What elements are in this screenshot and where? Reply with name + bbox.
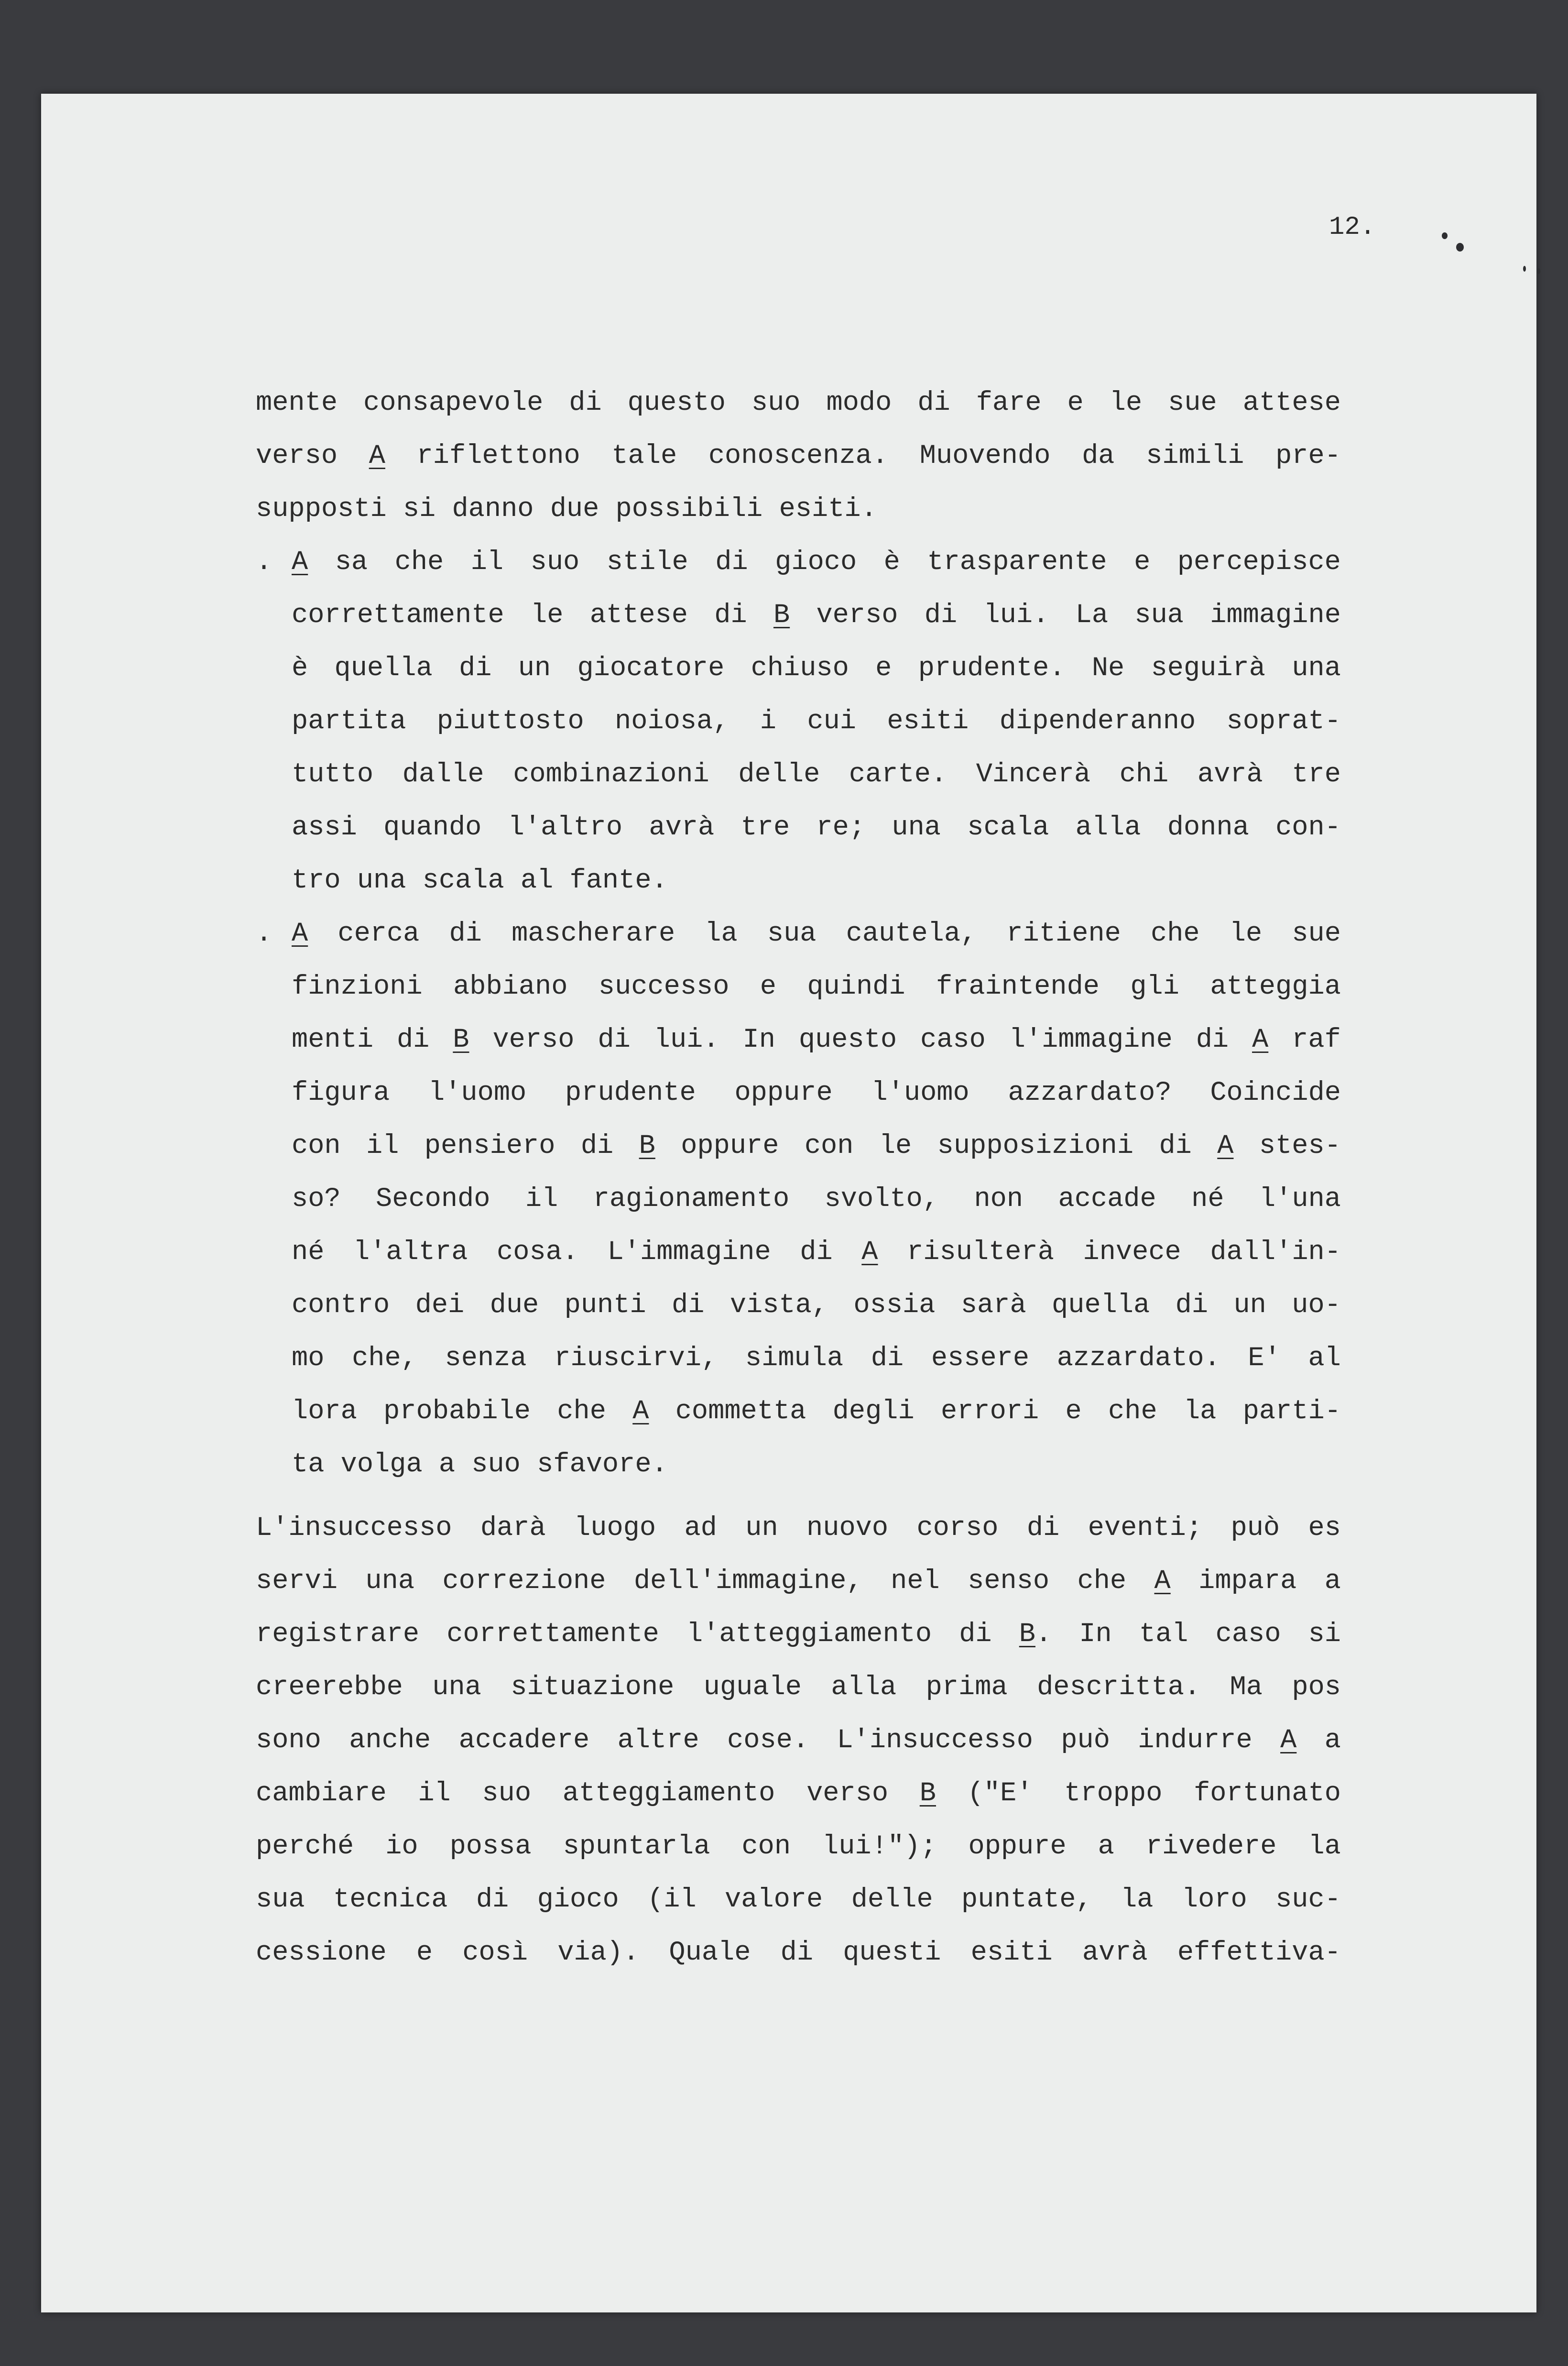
text-line: mente consapevole di questo suo modo di fare e le sue attese [256,388,1341,418]
text-line: so? Secondo il ragionamento svolto, non accade né l'una [292,1184,1341,1215]
bullet-item-1 [256,541,1341,912]
text-line: registrare correttamente l'atteggiamento di B. In tal caso si [256,1619,1341,1650]
text-line: tutto dalle combinazioni delle carte. Vincerà chi avrà tre [292,759,1341,790]
body-text [256,382,1341,1984]
text-line: correttamente le attese di B verso di lui. La sua immagine [292,600,1341,631]
paragraph-gap [256,1496,1341,1507]
bullet-dot: . [256,547,272,578]
text-line: tro una scala al fante. [292,865,668,896]
text-line: è quella di un giocatore chiuso e prudente. Ne seguirà una [292,653,1341,684]
text-line: partita piuttosto noiosa, i cui esiti dipenderanno soprat- [292,706,1341,737]
punch-hole [1456,243,1464,252]
punch-hole [1523,266,1526,272]
text-line: creerebbe una situazione uguale alla prima descritta. Ma pos [256,1672,1341,1703]
bullet-dot: . [256,919,272,949]
text-line: cambiare il suo atteggiamento verso B ("E' troppo fortunato [256,1778,1341,1809]
text-line: perché io possa spuntarla con lui!"); oppure a rivedere la [256,1831,1341,1862]
text-line: servi una correzione dell'immagine, nel senso che A impara a [256,1566,1341,1597]
paragraph-outcome [256,1507,1341,1984]
text-line: assi quando l'altro avrà tre re; una scala alla donna con- [292,812,1341,843]
text-line: sono anche accadere altre cose. L'insuccesso può indurre A a [256,1725,1341,1756]
text-line: figura l'uomo prudente oppure l'uomo azzardato? Coincide [292,1078,1341,1108]
text-line: con il pensiero di B oppure con le supposizioni di A stes- [292,1131,1341,1161]
text-line: finzioni abbiano successo e quindi fraintende gli atteggia [292,972,1341,1002]
text-line: menti di B verso di lui. In questo caso l'immagine di A raf [292,1025,1341,1055]
text-line: ta volga a suo sfavore. [292,1449,668,1480]
paragraph-intro [256,382,1341,541]
text-line: verso A riflettono tale conoscenza. Muovendo da simili pre- [256,441,1341,471]
text-line: L'insuccesso darà luogo ad un nuovo corso di eventi; può es [256,1513,1341,1544]
text-line: cessione e così via). Quale di questi esiti avrà effettiva- [256,1938,1341,1968]
page-number: 12. [1329,213,1376,242]
text-line: lora probabile che A commetta degli errori e che la parti- [292,1396,1341,1427]
punch-hole [1537,268,1540,274]
text-line: A cerca di mascherare la sua cautela, ritiene che le sue [292,919,1341,949]
text-line: sua tecnica di gioco (il valore delle puntate, la loro suc- [256,1884,1341,1915]
text-line: né l'altra cosa. L'immagine di A risulterà invece dall'in- [292,1237,1341,1268]
text-line: supposti si danno due possibili esiti. [256,494,877,525]
text-line: mo che, senza riuscirvi, simula di essere azzardato. E' al [292,1343,1341,1374]
text-line: A sa che il suo stile di gioco è trasparente e percepisce [292,547,1341,578]
text-line: contro dei due punti di vista, ossia sarà quella di un uo- [292,1290,1341,1321]
bullet-item-2 [256,912,1341,1496]
punch-hole [1442,232,1448,239]
